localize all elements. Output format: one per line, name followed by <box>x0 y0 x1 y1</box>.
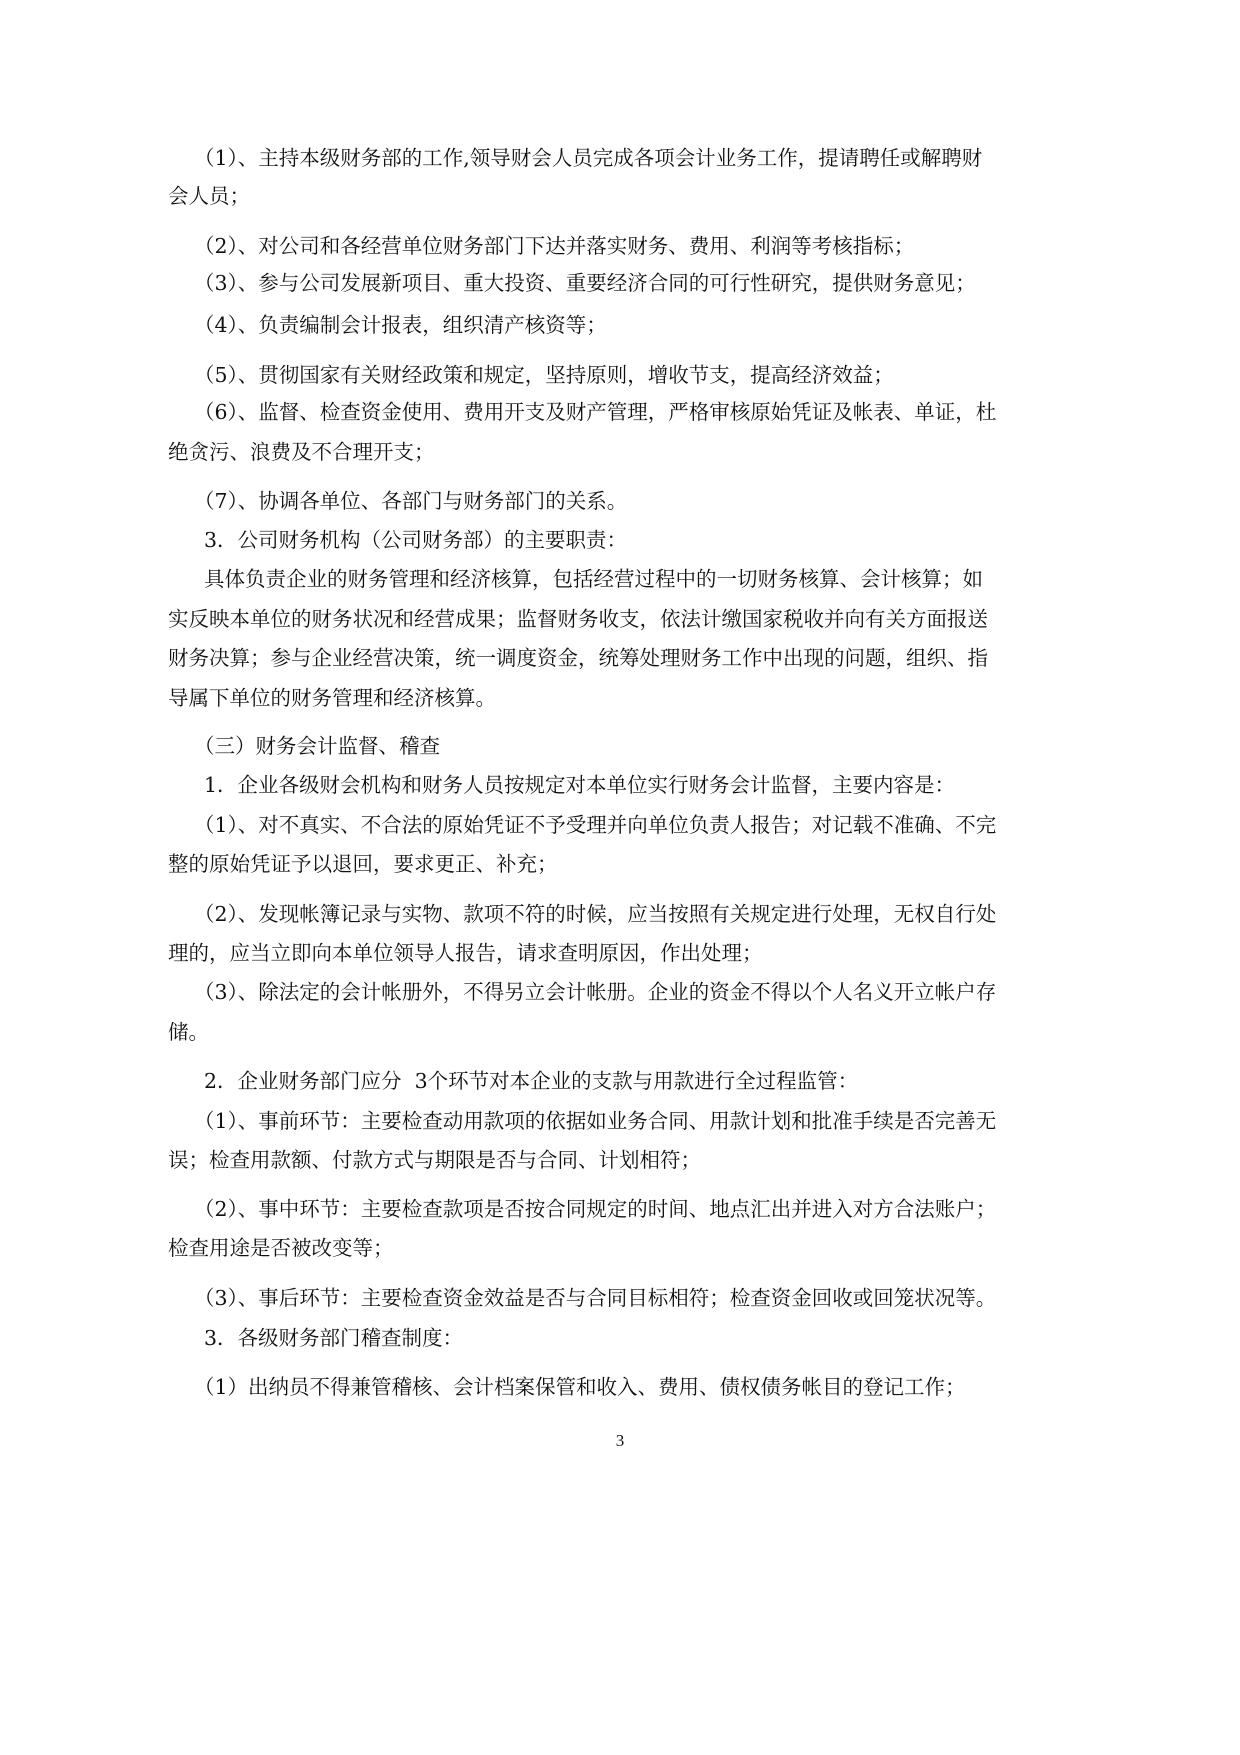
text-line: （4）、负责编制会计报表，组织清产核资等； <box>194 313 607 337</box>
text-line: （1）、事前环节：主要检查动用款项的依据如业务合同、用款计划和批准手续是否完善无 <box>194 1109 997 1133</box>
page-number: 3 <box>615 1431 625 1450</box>
text-line: （3）、事后环节：主要检查资金效益是否与合同目标相符；检查资金回收或回笼状况等。 <box>194 1286 997 1310</box>
text-line: （1）、主持本级财务部的工作,领导财会人员完成各项会计业务工作，提请聘任或解聘财 <box>194 146 983 170</box>
text-line: （2）、发现帐簿记录与实物、款项不符的时候，应当按照有关规定进行处理，无权自行处 <box>194 902 997 926</box>
text-line: （2）、事中环节：主要检查款项是否按合同规定的时间、地点汇出并进入对方合法账户； <box>194 1197 997 1221</box>
section-heading: 3．公司财务机构（公司财务部）的主要职责： <box>204 528 628 552</box>
section-heading: 3．各级财务部门稽查制度： <box>204 1326 464 1350</box>
text-line: （6）、监督、检查资金使用、费用开支及财产管理，严格审核原始凭证及帐表、单证，杜 <box>194 400 997 424</box>
text-line: 误；检查用款额、付款方式与期限是否与合同、计划相符； <box>168 1148 701 1172</box>
section-heading: 1．企业各级财会机构和财务人员按规定对本单位实行财务会计监督，主要内容是： <box>204 773 956 797</box>
text-line: 会人员； <box>168 184 250 208</box>
text-line: 检查用途是否被改变等； <box>168 1236 394 1260</box>
text-line: 财务决算；参与企业经营决策，统一调度资金，统筹处理财务工作中出现的问题，组织、指 <box>168 646 988 670</box>
text-line: 具体负责企业的财务管理和经济核算，包括经营过程中的一切财务核算、会计核算；如 <box>204 567 983 591</box>
text-line: 储。 <box>168 1020 209 1044</box>
text-line: 实反映本单位的财务状况和经营成果；监督财务收支，依法计缴国家税收并向有关方面报送 <box>168 607 988 631</box>
text-line: （2）、对公司和各经营单位财务部门下达并落实财务、费用、利润等考核指标； <box>194 234 915 258</box>
text-line: （1）出纳员不得兼管稽核、会计档案保管和收入、费用、债权债务帐目的登记工作； <box>194 1375 966 1399</box>
section-heading: 2．企业财务部门应分 3个环节对本企业的支款与用款进行全过程监管： <box>204 1069 859 1093</box>
section-heading: （三）财务会计监督、稽查 <box>194 734 440 758</box>
text-line: （3）、参与公司发展新项目、重大投资、重要经济合同的可行性研究，提供财务意见； <box>194 271 976 295</box>
text-line: （1）、对不真实、不合法的原始凭证不予受理并向单位负责人报告；对记载不准确、不完 <box>194 813 997 837</box>
text-line: 绝贪污、浪费及不合理开支； <box>168 440 435 464</box>
text-line: （3）、除法定的会计帐册外，不得另立会计帐册。企业的资金不得以个人名义开立帐户存 <box>194 980 997 1004</box>
text-line: 理的，应当立即向本单位领导人报告，请求查明原因，作出处理； <box>168 941 763 965</box>
text-line: （7）、协调各单位、各部门与财务部门的关系。 <box>194 489 628 513</box>
text-line: （5）、贯彻国家有关财经政策和规定，坚持原则，增收节支，提高经济效益； <box>194 363 894 387</box>
text-line: 导属下单位的财务管理和经济核算。 <box>168 686 496 710</box>
text-line: 整的原始凭证予以退回，要求更正、补充； <box>168 852 558 876</box>
